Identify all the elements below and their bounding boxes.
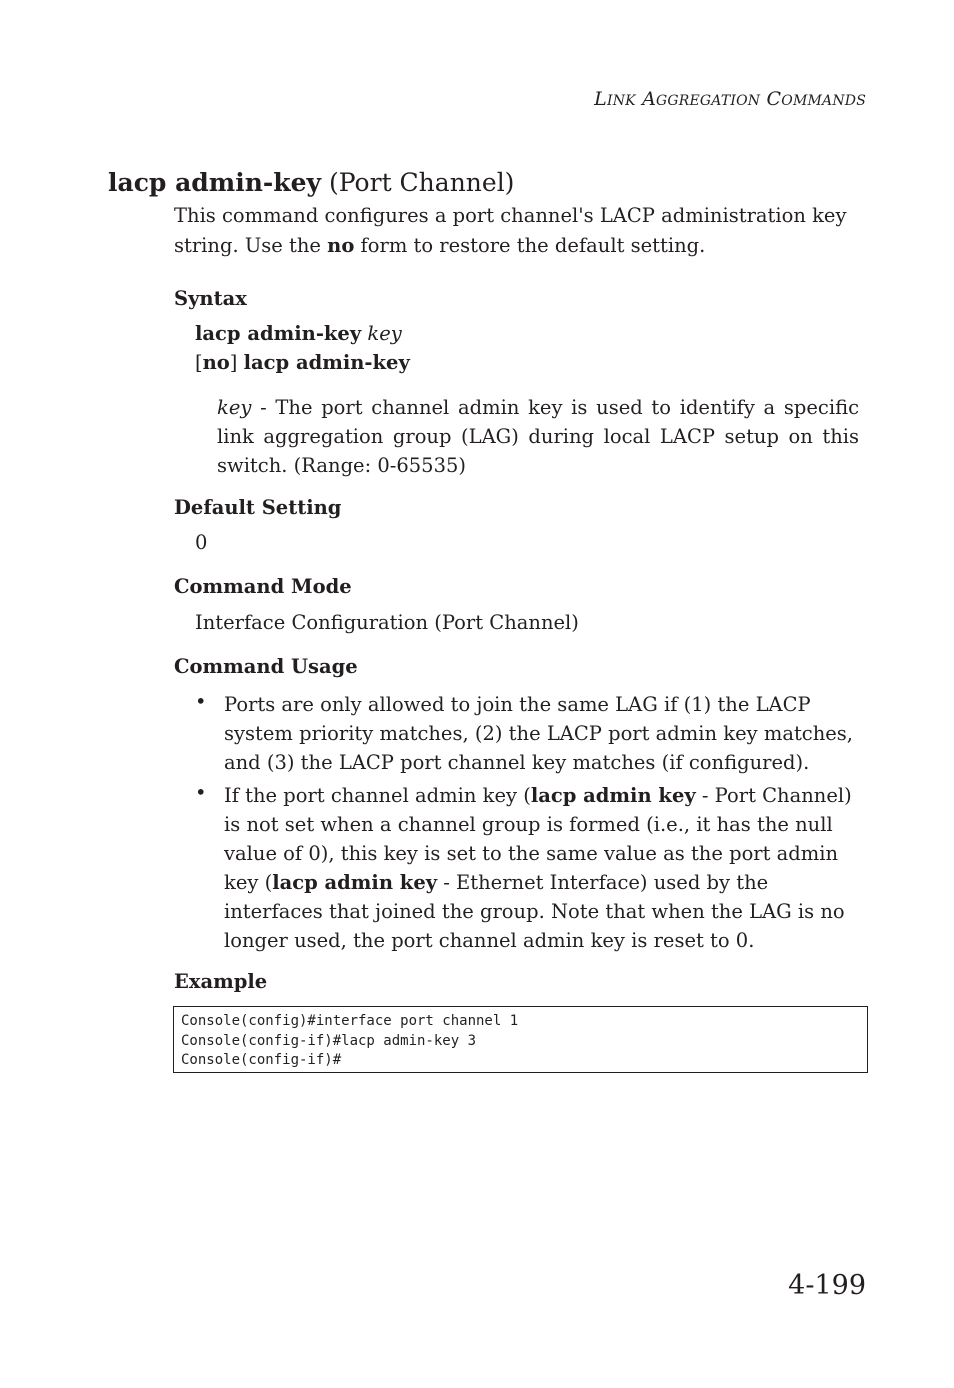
code-line: Console(config)#interface port channel 1 [181, 1013, 519, 1029]
command-title [108, 168, 514, 197]
example-code-block [173, 1006, 868, 1073]
example-heading: Example [174, 970, 268, 993]
command-qualifier: (Port Channel) [329, 168, 515, 197]
bullet-icon: • [195, 690, 207, 713]
bullet-icon: • [195, 781, 207, 804]
syntax-line: [no] lacp admin-key [195, 351, 410, 374]
command-mode-value: Interface Configuration (Port Channel) [195, 611, 579, 634]
command-name: lacp admin-key [108, 168, 322, 197]
running-header: LINK AGGREGATION COMMANDS [594, 88, 866, 110]
parameter-description: key - The port channel admin key is used to identify a specific link aggregation group (LAG) during local LACP setup on this switch. (Range: 0-65535) [217, 396, 859, 477]
command-description: This command configures a port channel's LACP administration key string. Use the no form to restore the default setting. [174, 204, 847, 257]
command-mode-heading: Command Mode [174, 575, 352, 598]
default-setting-value: 0 [195, 531, 208, 554]
page-number: 4-199 [788, 1270, 866, 1301]
code-line: Console(config-if)# [181, 1052, 342, 1068]
usage-item: If the port channel admin key (lacp admin key - Port Channel) is not set when a channel group is formed (i.e., it has the null value of 0), this key is set to the same value as the port admin key (lacp admin key - Ethernet Interface) used by the interfaces that joined the group. Note that when the LAG is no longer used, the port channel admin key is reset to 0. [224, 784, 852, 952]
default-setting-heading: Default Setting [174, 496, 342, 519]
syntax-heading: Syntax [174, 287, 247, 310]
syntax-line: lacp admin-key key [195, 322, 402, 345]
code-line: Console(config-if)#lacp admin-key 3 [181, 1032, 477, 1049]
usage-item: Ports are only allowed to join the same LAG if (1) the LACP system priority matches, (2) the LACP port admin key matches, and (3) the LACP port channel key matches (if configured). [224, 693, 854, 774]
command-usage-heading: Command Usage [174, 655, 358, 678]
